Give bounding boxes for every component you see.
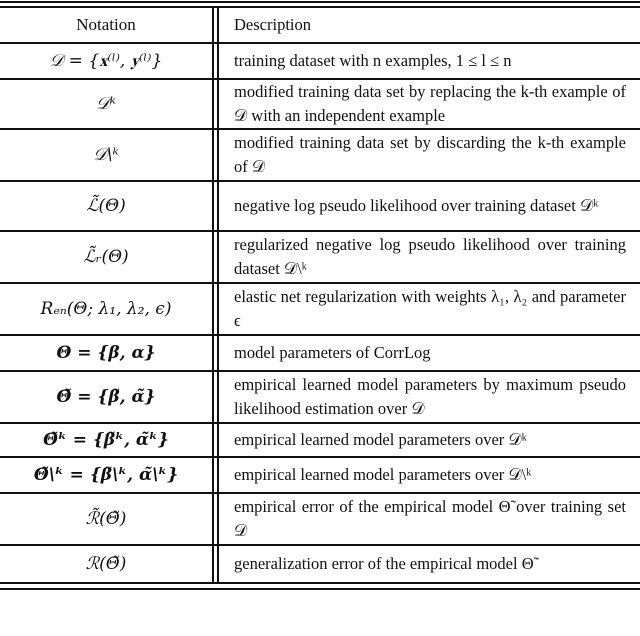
notation-cell: 𝒟ᵏ	[96, 94, 116, 114]
header-notation: Notation	[76, 15, 136, 34]
description-cell: empirical learned model parameters by maximum pseudo likelihood estimation over 𝒟	[234, 375, 626, 418]
description-cell: model parameters of CorrLog	[234, 343, 431, 362]
description-cell: empirical learned model parameters over 𝒟\ᵏ	[234, 465, 532, 484]
description-cell: empirical learned model parameters over 𝒟ᵏ	[234, 430, 527, 449]
notation-cell: Θ = {β, α}	[56, 343, 156, 363]
description-cell: negative log pseudo likelihood over training dataset 𝒟ᵏ	[234, 196, 599, 215]
notation-cell: Θ̃ = {β̃, α̃}	[56, 387, 156, 407]
table-row	[0, 494, 640, 546]
table-row	[0, 336, 640, 372]
notation-cell: Θ̃\ᵏ = {β̃\ᵏ, α̃\ᵏ}	[33, 465, 179, 485]
table-row	[0, 80, 640, 130]
top-rule-outer	[0, 1, 640, 3]
table-row	[0, 130, 640, 182]
description-cell: training dataset with n examples, 1 ≤ l ≤ n	[234, 51, 512, 70]
notation-cell: ℛ(Θ̃)	[85, 554, 127, 574]
description-cell: elastic net regularization with weights λ₁, λ₂ and parameter ϵ	[234, 287, 626, 330]
notation-cell: Θ̃ᵏ = {β̃ᵏ, α̃ᵏ}	[43, 430, 169, 450]
header-description: Description	[234, 15, 311, 34]
table-header-row	[0, 8, 640, 44]
notation-cell: 𝒟 = {𝐱⁽ˡ⁾, 𝐲⁽ˡ⁾}	[49, 51, 163, 71]
notation-cell: 𝒟\ᵏ	[93, 145, 119, 165]
table-row	[0, 458, 640, 494]
table-row	[0, 182, 640, 232]
bottom-rule-outer	[0, 588, 640, 590]
notation-cell: ℛ̃(Θ̃)	[85, 509, 127, 529]
bottom-rule-inner	[0, 582, 640, 584]
table-row	[0, 44, 640, 80]
table-row	[0, 546, 640, 582]
notation-cell: ℒ̃ᵣ(Θ)	[83, 247, 129, 267]
table-row	[0, 372, 640, 424]
notation-cell: Rₑₙ(Θ; λ₁, λ₂, ϵ)	[40, 299, 172, 319]
description-cell: empirical error of the empirical model Θ̃ over training set 𝒟	[234, 497, 626, 540]
notation-cell: ℒ̃(Θ)	[86, 196, 126, 216]
description-cell: modified training data set by discarding the k-th example of 𝒟	[234, 133, 626, 176]
description-cell: regularized negative log pseudo likelihood over training dataset 𝒟\ᵏ	[234, 235, 626, 278]
description-cell: modified training data set by replacing the k-th example of 𝒟 with an independent example	[234, 82, 626, 125]
table-row	[0, 232, 640, 284]
table-row	[0, 424, 640, 458]
description-cell: generalization error of the empirical model Θ̃	[234, 554, 534, 573]
table-row	[0, 284, 640, 336]
